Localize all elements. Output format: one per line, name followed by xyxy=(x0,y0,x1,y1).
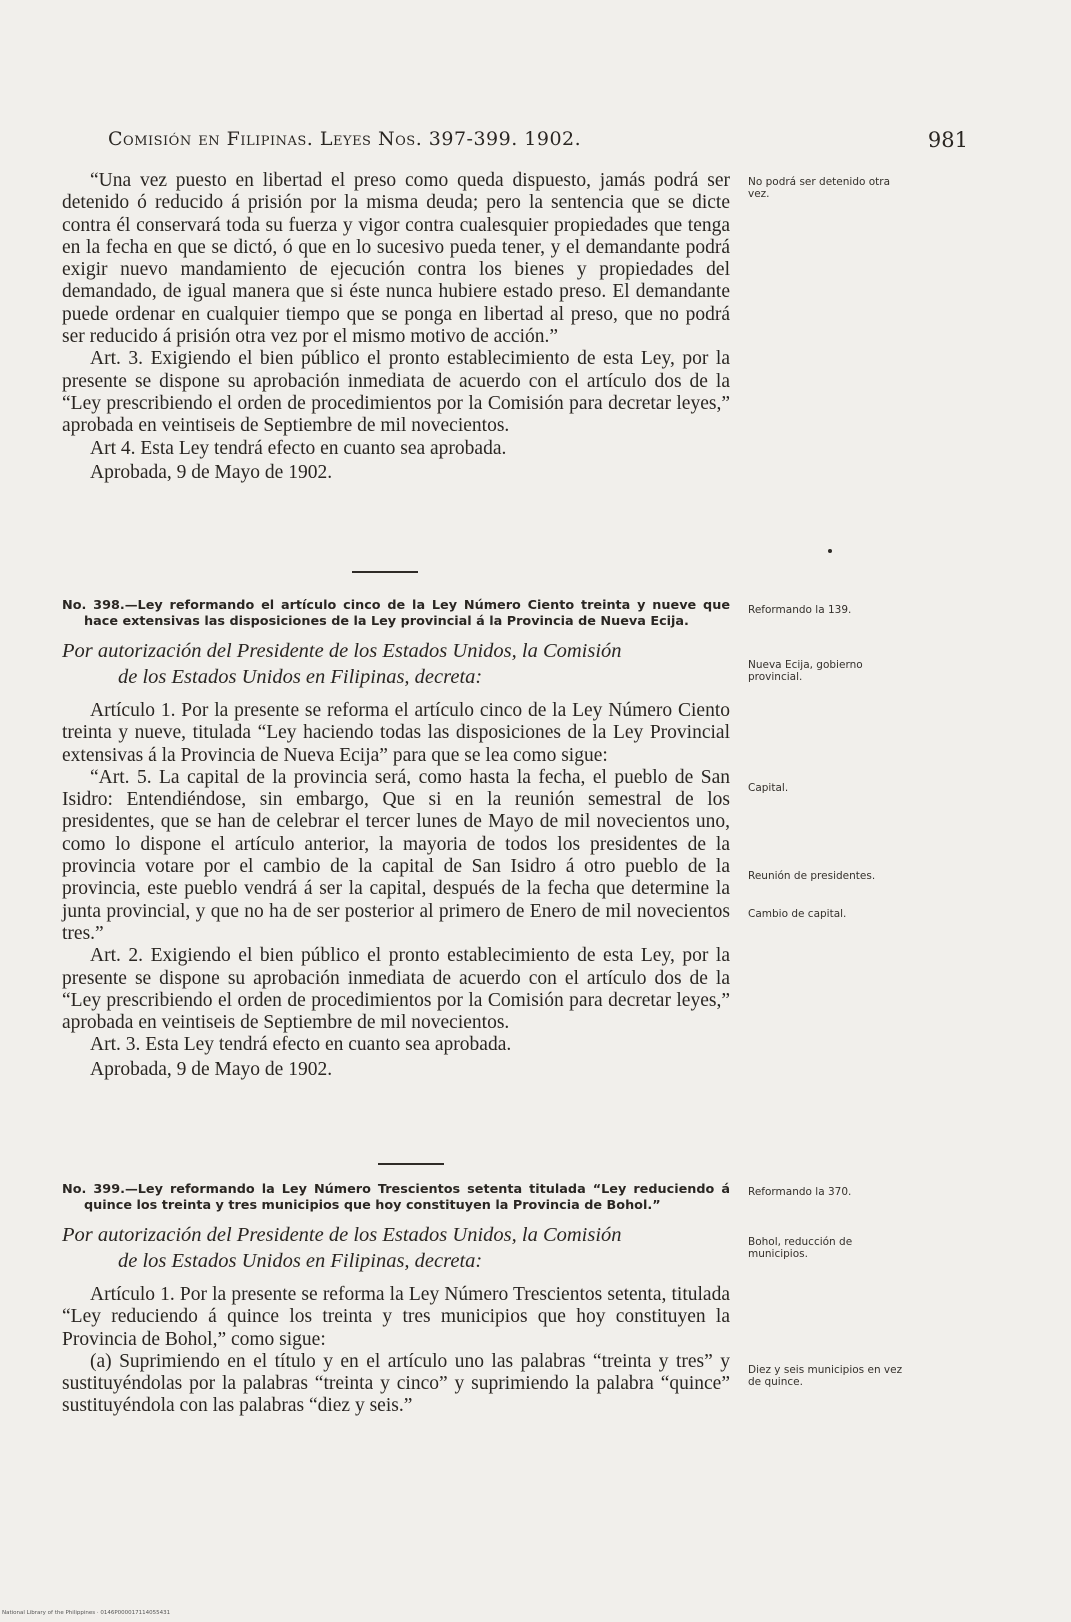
article-3-paragraph: Art. 3. Exigiendo el bien público el pronto establecimiento de esta Ley, por la presente se dispone su aprobación inmediata de acuerdo con el artículo dos de la “Ley prescribiendo el orden de procedimientos por la Comisión para decretar leyes,” aprobada en veintiseis de Septiembre de mil novecientos. xyxy=(62,348,730,437)
section-divider xyxy=(378,1163,444,1165)
margin-note: Reformando la 139. xyxy=(748,604,852,616)
margin-note: Bohol, reducción de municipios. xyxy=(748,1236,853,1260)
running-head: Comisión en Filipinas. Leyes Nos. 397-399. 1902. xyxy=(108,128,582,150)
approval-date: Aprobada, 9 de Mayo de 1902. xyxy=(90,461,333,483)
law-397-ending xyxy=(62,170,730,484)
quoted-paragraph: “Una vez puesto en libertad el preso como queda dispuesto, jamás podrá ser detenido ó reducido á prisión por la misma deuda; pero la sentencia que se dicte contra él conservará toda su fuerza y vigor contra cualesquier propiedades que tenga en la fecha en que se dictó, ó que en lo sucesivo pueda tener, y el demandante podrá exigir nuevo mandamiento de ejecución contra los bienes y propiedades del demandado, de igual manera que si éste nunca hubiere estado preso. El demandante puede ordenar en cualquier tiempo que se ponga en libertad al preso, que no podrá ser reducido á prisión otra vez por el mismo motivo de acción.” xyxy=(62,170,730,348)
decree-line-1: Por autorización del Presidente de los Estados Unidos, la Comisión xyxy=(62,1224,622,1246)
margin-note: Diez y seis municipios en vez de quince. xyxy=(748,1364,903,1388)
scan-footer: National Library of the Philippines · 0146P000017114055431 xyxy=(2,1610,171,1616)
decree-line-2: de los Estados Unidos en Filipinas, decreta: xyxy=(118,1250,483,1272)
article-3-paragraph: Art. 3. Esta Ley tendrá efecto en cuanto sea aprobada. xyxy=(90,1034,512,1056)
law-398-heading: No. 398.—Ley reformando el artículo cinco de la Ley Número Ciento treinta y nueve que hace extensivas las disposiciones de la Ley provincial á la Provincia de Nueva Ecija. xyxy=(62,598,730,629)
law-399 xyxy=(62,1182,730,1418)
clause-a-paragraph: (a) Suprimiendo en el título y en el artículo uno las palabras “treinta y tres” y sustituyéndolas por la palabras “treinta y cinco” y suprimiendo la palabra “quince” sustituyéndola con las palabras “diez y seis.” xyxy=(62,1350,730,1417)
law-398 xyxy=(62,598,730,1081)
approval-date: Aprobada, 9 de Mayo de 1902. xyxy=(90,1058,333,1080)
page-number: 981 xyxy=(927,128,968,152)
margin-note: Reformando la 370. xyxy=(748,1186,852,1198)
decree-line-1: Por autorización del Presidente de los Estados Unidos, la Comisión xyxy=(62,640,622,662)
margin-note: Cambio de capital. xyxy=(748,908,847,920)
page-header xyxy=(108,128,968,158)
article-2-paragraph: Art. 2. Exigiendo el bien público el pronto establecimiento de esta Ley, por la presente se dispone su aprobación inmediata de acuerdo con el artículo dos de la “Ley prescribiendo el orden de procedimientos por la Comisión para decretar leyes,” aprobada en veintiseis de Septiembre de mil novecientos. xyxy=(62,945,730,1034)
decree-line-2: de los Estados Unidos en Filipinas, decreta: xyxy=(118,666,483,688)
article-1-paragraph: Artículo 1. Por la presente se reforma la Ley Número Trescientos setenta, titulada “Ley reduciendo á quince los treinta y tres municipios que hoy constituyen la Provincia de Bohol,” como sigue: xyxy=(62,1284,730,1350)
margin-note: Nueva Ecija, gobierno provincial. xyxy=(748,659,863,683)
margin-note: Capital. xyxy=(748,782,789,794)
margin-note: Reunión de presidentes. xyxy=(748,870,876,882)
law-399-heading: No. 399.—Ley reformando la Ley Número Trescientos setenta titulada “Ley reduciendo á quince los treinta y tres municipios que hoy constituyen la Provincia de Bohol.” xyxy=(62,1182,730,1213)
section-divider xyxy=(352,571,418,573)
page-mark xyxy=(828,549,832,553)
article-1-paragraph: Artículo 1. Por la presente se reforma el artículo cinco de la Ley Número Ciento treinta y nueve, titulada “Ley haciendo todas las disposiciones de la Ley Provincial extensivas á la Provincia de Nueva Ecija” para que se lea como sigue: xyxy=(62,700,730,766)
margin-note: No podrá ser detenido otra vez. xyxy=(748,176,891,200)
article-4-paragraph: Art 4. Esta Ley tendrá efecto en cuanto sea aprobada. xyxy=(90,437,507,459)
article-5-paragraph: “Art. 5. La capital de la provincia será, como hasta la fecha, el pueblo de San Isidro: Entendiéndose, sin embargo, Que si en la reunión semestral de los presidentes, que se han de celebrar el tercer lunes de Mayo de mil novecientos uno, como lo dispone el artículo anterior, la mayoria de todos los presidentes de la provincia votare por el cambio de la capital de San Isidro á otro pueblo de la provincia, este pueblo vendrá á ser la capital, después de la fecha que determine la junta provincial, y que no ha de ser posterior al primero de Enero de mil novecientos tres.” xyxy=(62,766,730,944)
